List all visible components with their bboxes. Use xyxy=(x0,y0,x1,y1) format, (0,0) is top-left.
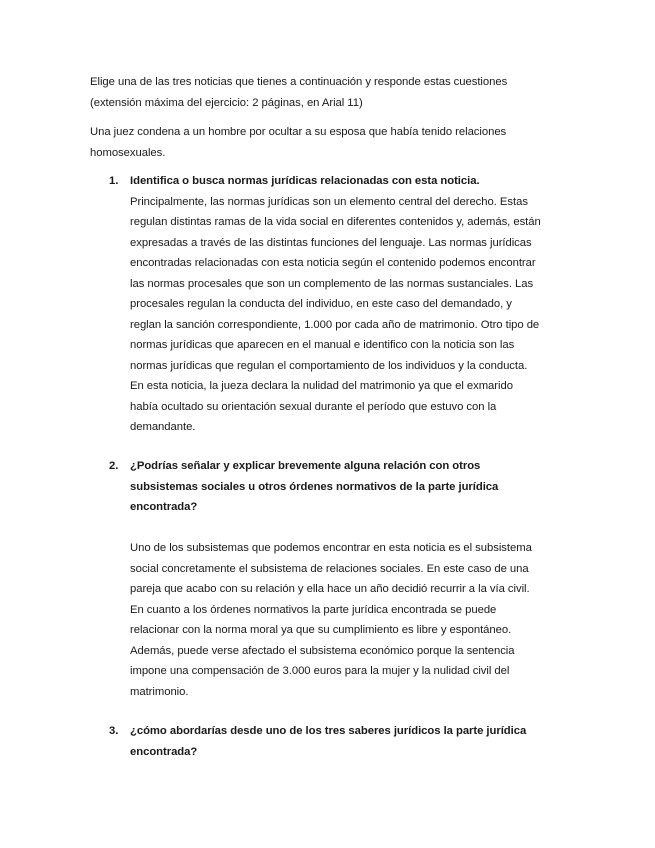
news-headline-line: homosexuales. xyxy=(90,146,166,159)
news-headline xyxy=(90,122,570,163)
question-2-title-line: ¿Podrías señalar y explicar brevemente alguna relación con otros xyxy=(130,460,481,472)
question-1-answer-line: normas jurídicas que regulan el comportamiento de los individuos y la conducta. xyxy=(130,359,528,372)
question-2-title xyxy=(130,456,560,518)
question-3-title xyxy=(130,721,575,762)
question-1-title: Identifica o busca normas jurídicas relacionadas con esta noticia. xyxy=(130,175,480,187)
question-2-answer-line: pareja que acabo con su relación y ella hace un año decidió recurrir a la vía civil. xyxy=(130,583,530,595)
question-3-title-line: ¿cómo abordarías desde uno de los tres saberes jurídicos la parte jurídica xyxy=(130,725,527,737)
question-2-answer-line: relacionar con la norma moral ya que su cumplimiento es libre y espontáneo. xyxy=(130,624,512,636)
question-1-answer-line: había ocultado su orientación sexual durante el período que estuvo con la xyxy=(130,400,497,413)
instructions-line: (extensión máxima del ejercicio: 2 páginas, en Arial 11) xyxy=(90,96,363,109)
question-2-answer-line: Además, puede verse afectado el subsistema económico porque la sentencia xyxy=(130,644,515,657)
question-2-answer-line: matrimonio. xyxy=(130,685,189,698)
question-3-title-line: encontrada? xyxy=(130,745,198,758)
question-1-number: 1. xyxy=(109,175,119,187)
question-2-answer-line: En cuanto a los órdenes normativos la parte jurídica encontrada se puede xyxy=(130,603,497,616)
question-2-answer-line: Uno de los subsistemas que podemos encontrar en esta noticia es el subsistema xyxy=(130,542,532,554)
question-2-answer-line: impone una compensación de 3.000 euros para la mujer y la nulidad civil del xyxy=(130,665,510,677)
question-1-answer-line: las normas procesales que son un complemento de las normas sustanciales. Las xyxy=(130,277,534,290)
question-2-title-line: subsistemas sociales u otros órdenes normativos de la parte jurídica xyxy=(130,480,499,493)
question-2-number: 2. xyxy=(109,460,119,472)
question-2-answer-line: social concretamente el subsistema de relaciones sociales. En este caso de una xyxy=(130,562,529,575)
question-1-answer-line: encontradas relacionadas con esta noticia según el contenido podemos encontrar xyxy=(130,257,536,269)
question-3-number: 3. xyxy=(109,725,119,737)
question-1-answer-line: regulan distintas ramas de la vida social en diferentes contenidos y, además, están xyxy=(130,216,541,228)
question-1-answer-line: Principalmente, las normas jurídicas son un elemento central del derecho. Estas xyxy=(130,195,528,208)
instructions-paragraph xyxy=(90,72,570,113)
question-1-answer-line: En esta noticia, la jueza declara la nulidad del matrimonio ya que el exmarido xyxy=(130,380,513,392)
question-1 xyxy=(130,171,575,438)
question-1-answer-line: demandante. xyxy=(130,421,196,433)
question-1-answer-line: reglan la sanción correspondiente, 1.000 por cada año de matrimonio. Otro tipo de xyxy=(130,318,540,331)
instructions-line: Elige una de las tres noticias que tienes a continuación y responde estas cuestiones xyxy=(90,76,508,88)
question-2-title-line: encontrada? xyxy=(130,501,198,513)
question-1-answer-line: procesales regulan la conducta del individuo, en este caso del demandado, y xyxy=(130,298,512,310)
question-1-answer-line: normas jurídicas que aparecen en el manual e identifico con la noticia son las xyxy=(130,339,515,351)
question-2-answer xyxy=(130,538,575,702)
question-1-answer-line: expresadas a través de las distintas funciones del lenguaje. Las normas jurídicas xyxy=(130,236,532,249)
news-headline-line: Una juez condena a un hombre por ocultar a su esposa que había tenido relaciones xyxy=(90,126,507,138)
